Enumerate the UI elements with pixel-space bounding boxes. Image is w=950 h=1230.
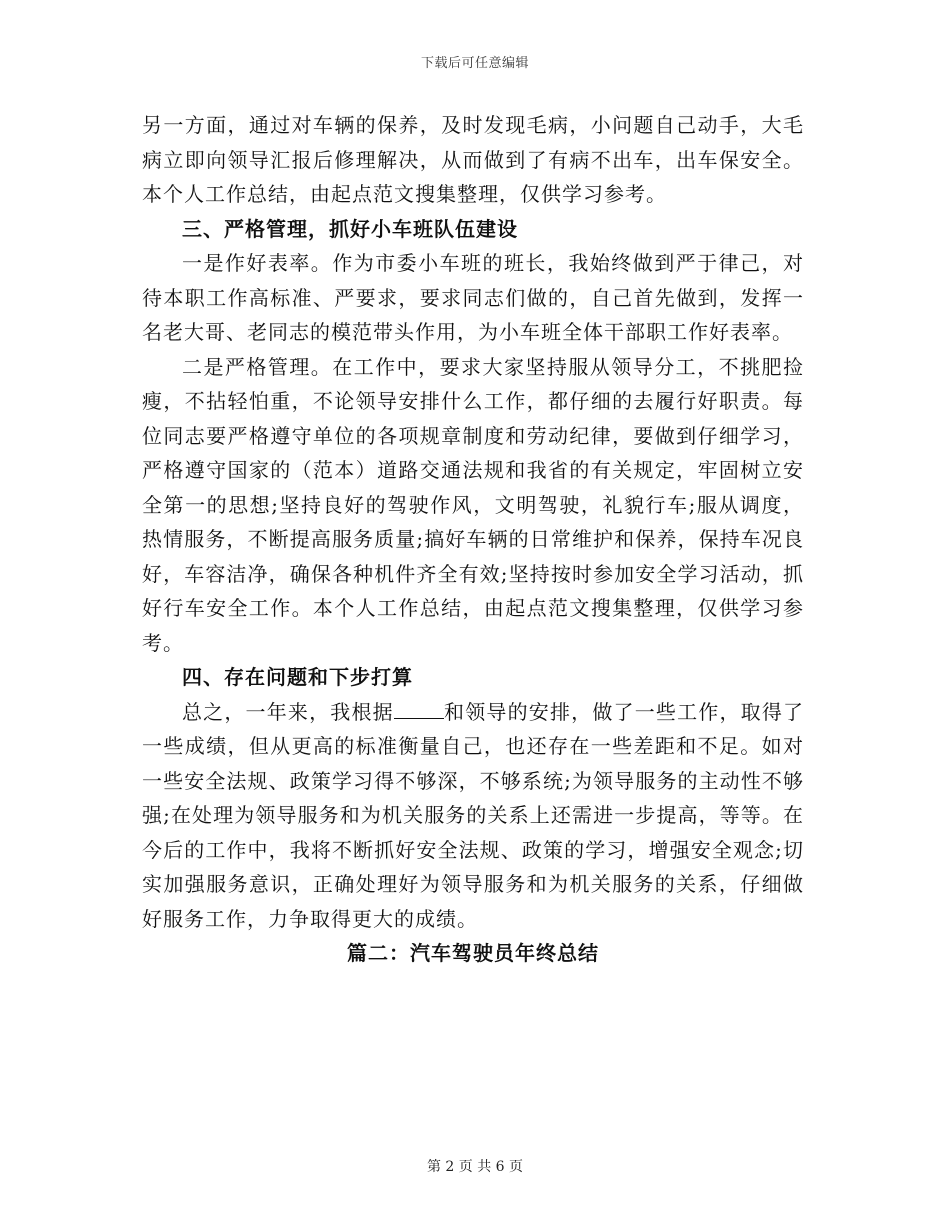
- heading-strict-management: 三、严格管理，抓好小车班队伍建设: [182, 216, 518, 241]
- fill-in-blank: [394, 700, 444, 719]
- page-footer: 第 2 页 共 6 页: [426, 1159, 524, 1175]
- paragraph-maintenance: 另一方面，通过对车辆的保养，及时发现毛病，小问题自己动手，大毛病立即向领导汇报后修理解决，从而做到了有病不出车，出车保安全。本个人工作总结，由起点范文搜集整理，仅供学习参考。: [142, 113, 804, 206]
- document-body: [142, 108, 804, 971]
- paragraph-strict-management: 二是严格管理。在工作中，要求大家坚持服从领导分工，不挑肥捡瘦，不拈轻怕重，不论领导安排什么工作，都仔细的去履行好职责。每位同志要严格遵守单位的各项规章制度和劳动纪律，要做到仔细学习，严格遵守国家的（范本）道路交通法规和我省的有关规定，牢固树立安全第一的思想;坚持良好的驾驶作风，文明驾驶，礼貌行车;服从调度，热情服务，不断提高服务质量;搞好车辆的日常维护和保养，保持车况良好，车容洁净，确保各种机件齐全有效;坚持按时参加安全学习活动，抓好行车安全工作。本个人工作总结，由起点范文搜集整理，仅供学习参考。: [142, 354, 804, 655]
- heading-problems-plans: 四、存在问题和下步打算: [182, 665, 413, 689]
- section-title: 篇二：汽车驾驶员年终总结: [347, 941, 599, 965]
- summary-text-after: 和领导的安排，做了一些工作，取得了一些成绩，但从更高的标准衡量自己，也还存在一些差距和不足。如对一些安全法规、政策学习得不够深，不够系统;为领导服务的主动性不够强;在处理为领导服务和为机关服务的关系上还需进一步提高，等等。在今后的工作中，我将不断抓好安全法规、政策的学习，增强安全观念;切实加强服务意识，正确处理好为领导服务和为机关服务的关系，仔细做好服务工作，力争取得更大的成绩。: [142, 699, 805, 931]
- page-header: 下载后可任意编辑: [420, 56, 529, 71]
- summary-text-before: 总之，一年来，我根据: [182, 699, 394, 724]
- paragraph-set-example: 一是作好表率。作为市委小车班的班长，我始终做到严于律己，对待本职工作高标准、严要求，要求同志们做的，自己首先做到，发挥一名老大哥、老同志的模范带头作用，为小车班全体干部职工作好表率。: [142, 251, 804, 344]
- paragraph-summary: [142, 695, 804, 937]
